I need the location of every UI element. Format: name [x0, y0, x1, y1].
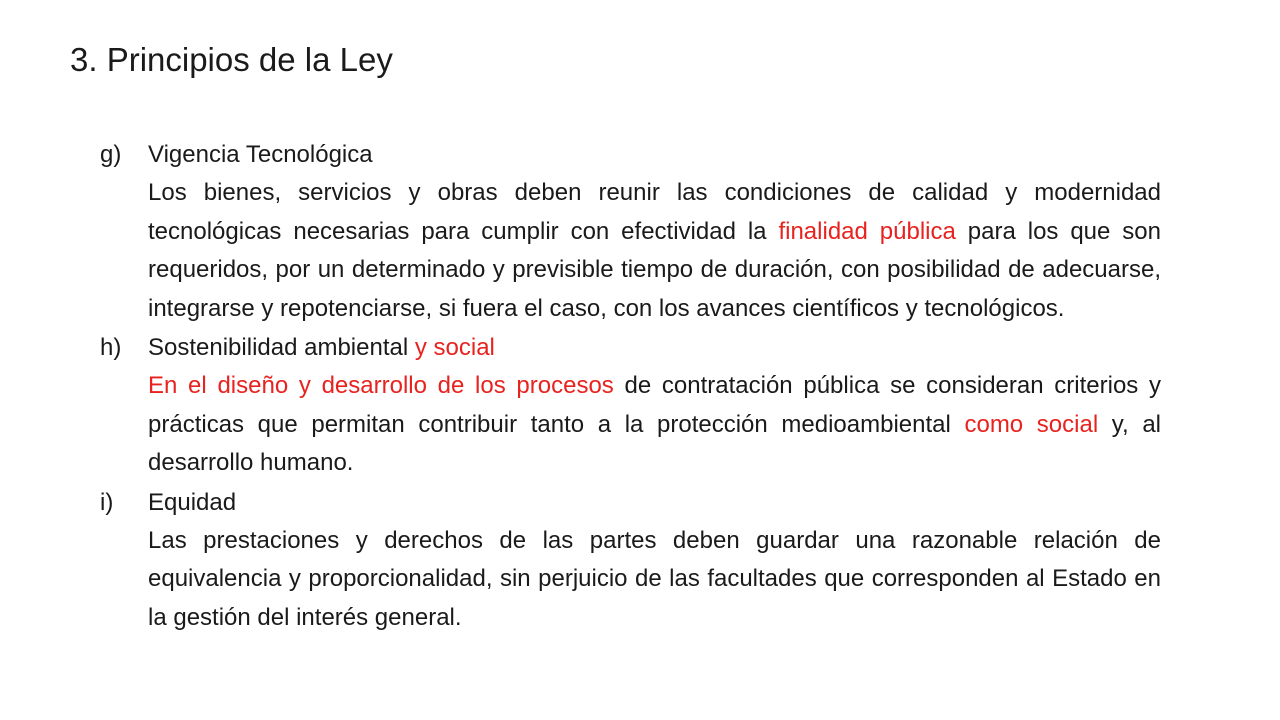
principle-title: Equidad: [148, 488, 237, 516]
highlighted-text: En el diseño y desarrollo de los procesos: [148, 372, 614, 399]
principle-heading: [100, 328, 1161, 367]
highlighted-text: finalidad pública: [778, 217, 956, 245]
principle-title: Vigencia Tecnológica: [148, 141, 373, 168]
principle-heading: [100, 135, 1161, 174]
principle-item-sostenibilidad: [100, 328, 1161, 483]
text-segment: y, al desarrollo humano.: [148, 410, 1161, 476]
principles-list: [100, 135, 1161, 637]
principle-description: [148, 367, 1161, 483]
text-segment: para los que son requeridos, por un determinado y previsible tiempo de duración, con posibilidad de adecuarse, integrarse y repotenciarse, si fuera el caso, con los avances científicos y tecnológicos.: [148, 217, 1161, 322]
principle-description: [148, 174, 1161, 328]
highlighted-text: y social: [414, 334, 495, 361]
list-marker: h): [100, 334, 122, 361]
principle-item-equidad: [100, 483, 1161, 638]
text-segment: Las prestaciones y derechos de las partes deben guardar una razonable relación de equivalencia y proporcionalidad, sin perjuicio de las facultades que corresponden al Estado en la gestión del interés general.: [148, 526, 1161, 631]
principle-item-vigencia-tecnologica: [100, 135, 1161, 328]
text-segment: Los bienes, servicios y obras deben reunir las condiciones de calidad y modernidad tecnológicas necesarias para cumplir con efectividad la: [148, 179, 1161, 245]
principle-title: Sostenibilidad ambiental: [148, 334, 409, 361]
principle-description: [148, 522, 1161, 638]
highlighted-text: como social: [964, 410, 1099, 438]
principle-heading: [100, 483, 1161, 522]
text-segment: de contratación pública se consideran criterios y prácticas que permitan contribuir tanto a la protección medioambiental: [148, 372, 1161, 438]
list-marker: i): [100, 488, 114, 516]
page-title: 3. Principios de la Ley: [70, 41, 393, 78]
list-marker: g): [100, 141, 122, 168]
